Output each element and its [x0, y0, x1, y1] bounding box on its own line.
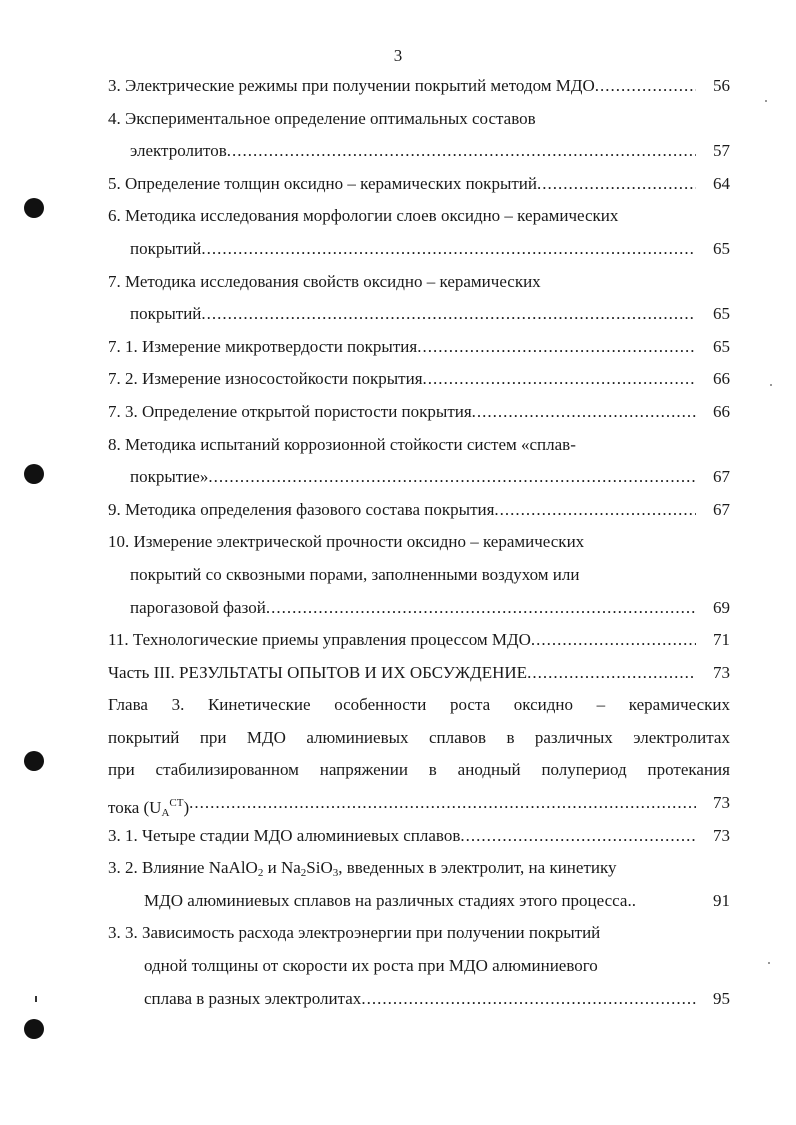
toc-chapter-line	[108, 689, 730, 722]
toc-entry	[108, 396, 730, 429]
toc-entry-title: тока $(U_A^{CT})$	[108, 797, 190, 820]
toc-page-number: 95	[713, 988, 730, 1008]
word: стабилизированном	[155, 760, 299, 780]
toc-entry	[108, 70, 730, 103]
word: алюминиевых	[306, 727, 409, 747]
toc-entry-continuation	[108, 950, 730, 983]
toc-entry-title: покрытий	[130, 238, 202, 258]
toc-chapter-line	[108, 754, 730, 787]
leader-dots	[189, 787, 696, 820]
toc-entry-title: парогазовой фазой	[130, 597, 266, 617]
word: оксидно	[513, 695, 573, 715]
word: Глава	[108, 695, 148, 715]
toc-entry-continuation	[108, 298, 730, 331]
toc-entry-title: Часть III. РЕЗУЛЬТАТЫ ОПЫТОВ И ИХ ОБСУЖДЕНИЕ	[108, 662, 528, 682]
word: при	[108, 760, 135, 780]
word: покрытий	[108, 727, 180, 747]
scan-speck	[768, 962, 770, 964]
toc-entry-continuation	[108, 233, 730, 266]
toc-page-number: 56	[713, 76, 730, 95]
leader-dots	[494, 494, 696, 527]
word: МДО	[246, 727, 286, 747]
toc-entry-title: 4. Экспериментальное определение оптимальных составов	[108, 108, 536, 128]
toc-entry	[108, 820, 730, 853]
toc-entry-title: сплава в разных электролитах	[144, 988, 362, 1008]
toc-page-number: 69	[713, 597, 730, 617]
toc-entry-title: одной толщины от скорости их роста при МДО алюминиевого	[144, 956, 598, 976]
toc-entry-continuation	[108, 983, 730, 1016]
leader-dots	[537, 168, 696, 201]
toc-entry-title: 3. 1. Четыре стадии МДО алюминиевых сплавов	[108, 825, 461, 845]
leader-dots	[417, 331, 696, 364]
toc-entry-title: 7. Методика исследования свойств оксидно – керамических	[108, 271, 541, 291]
toc-page-number: 67	[713, 499, 730, 519]
toc-entry-title: 11. Технологические приемы управления процессом МДО	[108, 630, 531, 650]
toc-entry-continuation	[108, 592, 730, 625]
leader-dots	[201, 233, 696, 266]
toc-entry	[108, 200, 730, 233]
word: протекания	[647, 760, 730, 780]
word: полупериод	[541, 760, 627, 780]
scan-speck	[765, 100, 767, 102]
toc-page-number: 57	[713, 141, 730, 161]
word: роста	[449, 695, 491, 715]
binder-hole-mark	[24, 751, 44, 771]
toc-page-number: 67	[713, 467, 730, 487]
toc-entry	[108, 363, 730, 396]
leader-dots	[201, 298, 696, 331]
leader-dots	[460, 820, 696, 853]
toc-entry-title: покрытий	[130, 304, 202, 324]
toc-entry-part-heading	[108, 657, 730, 690]
word: в	[428, 760, 437, 780]
leader-dots	[472, 396, 696, 429]
toc-page-number: 64	[713, 173, 730, 193]
toc-entry	[108, 624, 730, 657]
toc-entry	[108, 103, 730, 136]
toc-entry-title: 7. 1. Измерение микротвердости покрытия	[108, 336, 418, 356]
toc-entry-title: 5. Определение толщин оксидно – керамических покрытий	[108, 173, 537, 193]
word: сплавов	[428, 727, 487, 747]
table-of-contents	[108, 70, 730, 1015]
toc-entry	[108, 429, 730, 462]
toc-entry-title: 9. Методика определения фазового состава покрытия	[108, 499, 495, 519]
toc-entry-title: 3. 3. Зависимость расхода электроэнергии при получении покрытий	[108, 923, 601, 943]
toc-entry-title: покрытий со сквозными порами, заполненными воздухом или	[130, 564, 580, 584]
leader-dots	[527, 657, 696, 690]
toc-page-number: 71	[713, 630, 730, 650]
toc-entry-title: 10. Измерение электрической прочности оксидно – керамических	[108, 532, 585, 552]
word: керамических	[628, 695, 730, 715]
leader-dots	[266, 592, 696, 625]
toc-entry-title: 6. Методика исследования морфологии слоев оксидно – керамических	[108, 206, 619, 226]
toc-entry-continuation	[108, 461, 730, 494]
binder-hole-mark	[24, 198, 44, 218]
toc-entry-title: 8. Методика испытаний коррозионной стойкости систем «сплав-	[108, 434, 576, 454]
toc-entry-title: 3. Электрические режимы при получении покрытий методом МДО	[108, 76, 595, 95]
toc-entry	[108, 266, 730, 299]
toc-entry-title: покрытие»	[130, 467, 209, 487]
scan-speck	[770, 384, 772, 386]
word: –	[596, 695, 606, 715]
leader-dots	[208, 461, 696, 494]
word: 3.	[171, 695, 185, 715]
toc-entry	[108, 168, 730, 201]
toc-entry-continuation	[108, 135, 730, 168]
toc-entry-title: МДО алюминиевых сплавов на различных стадиях этого процесса..	[144, 890, 636, 910]
word: анодный	[457, 760, 521, 780]
toc-page-number: 65	[713, 238, 730, 258]
word: электролитах	[633, 727, 730, 747]
toc-page-number: 73	[713, 793, 730, 813]
word: напряжении	[319, 760, 408, 780]
toc-chapter-line	[108, 722, 730, 755]
toc-page-number: 73	[713, 825, 730, 845]
word: Кинетические	[207, 695, 311, 715]
toc-page-number: 65	[713, 336, 730, 356]
toc-entry	[108, 917, 730, 950]
leader-dots	[595, 70, 696, 103]
toc-page-number: 66	[713, 369, 730, 389]
toc-entry-title: 7. 2. Измерение износостойкости покрытия	[108, 369, 423, 389]
binder-hole-mark	[24, 1019, 44, 1039]
binder-hole-mark	[24, 464, 44, 484]
leader-dots	[227, 135, 696, 168]
scan-mark	[35, 996, 37, 1002]
word: особенности	[334, 695, 427, 715]
page-number: 3	[393, 46, 403, 65]
toc-entry-continuation	[108, 559, 730, 592]
toc-entry-title: 7. 3. Определение открытой пористости покрытия	[108, 401, 472, 421]
word: при	[199, 727, 227, 747]
toc-entry-title: 3. 2. Влияние NaAlO$_2$ и $Na_2SiO_3$, введенных в электролит, на кинетику	[108, 858, 617, 880]
toc-entry	[108, 331, 730, 364]
word: различных	[534, 727, 613, 747]
toc-page-number: 73	[713, 662, 730, 682]
leader-dots	[531, 624, 696, 657]
toc-entry-title: электролитов	[130, 141, 227, 161]
toc-entry	[108, 526, 730, 559]
toc-entry	[108, 494, 730, 527]
toc-entry-continuation	[108, 885, 730, 918]
word: в	[506, 727, 515, 747]
toc-page-number: 65	[713, 304, 730, 324]
toc-page-number: 91	[713, 890, 730, 910]
toc-page-number: 66	[713, 401, 730, 421]
leader-dots	[423, 363, 696, 396]
leader-dots	[361, 983, 696, 1016]
toc-entry	[108, 852, 730, 885]
toc-chapter-line	[108, 787, 730, 820]
